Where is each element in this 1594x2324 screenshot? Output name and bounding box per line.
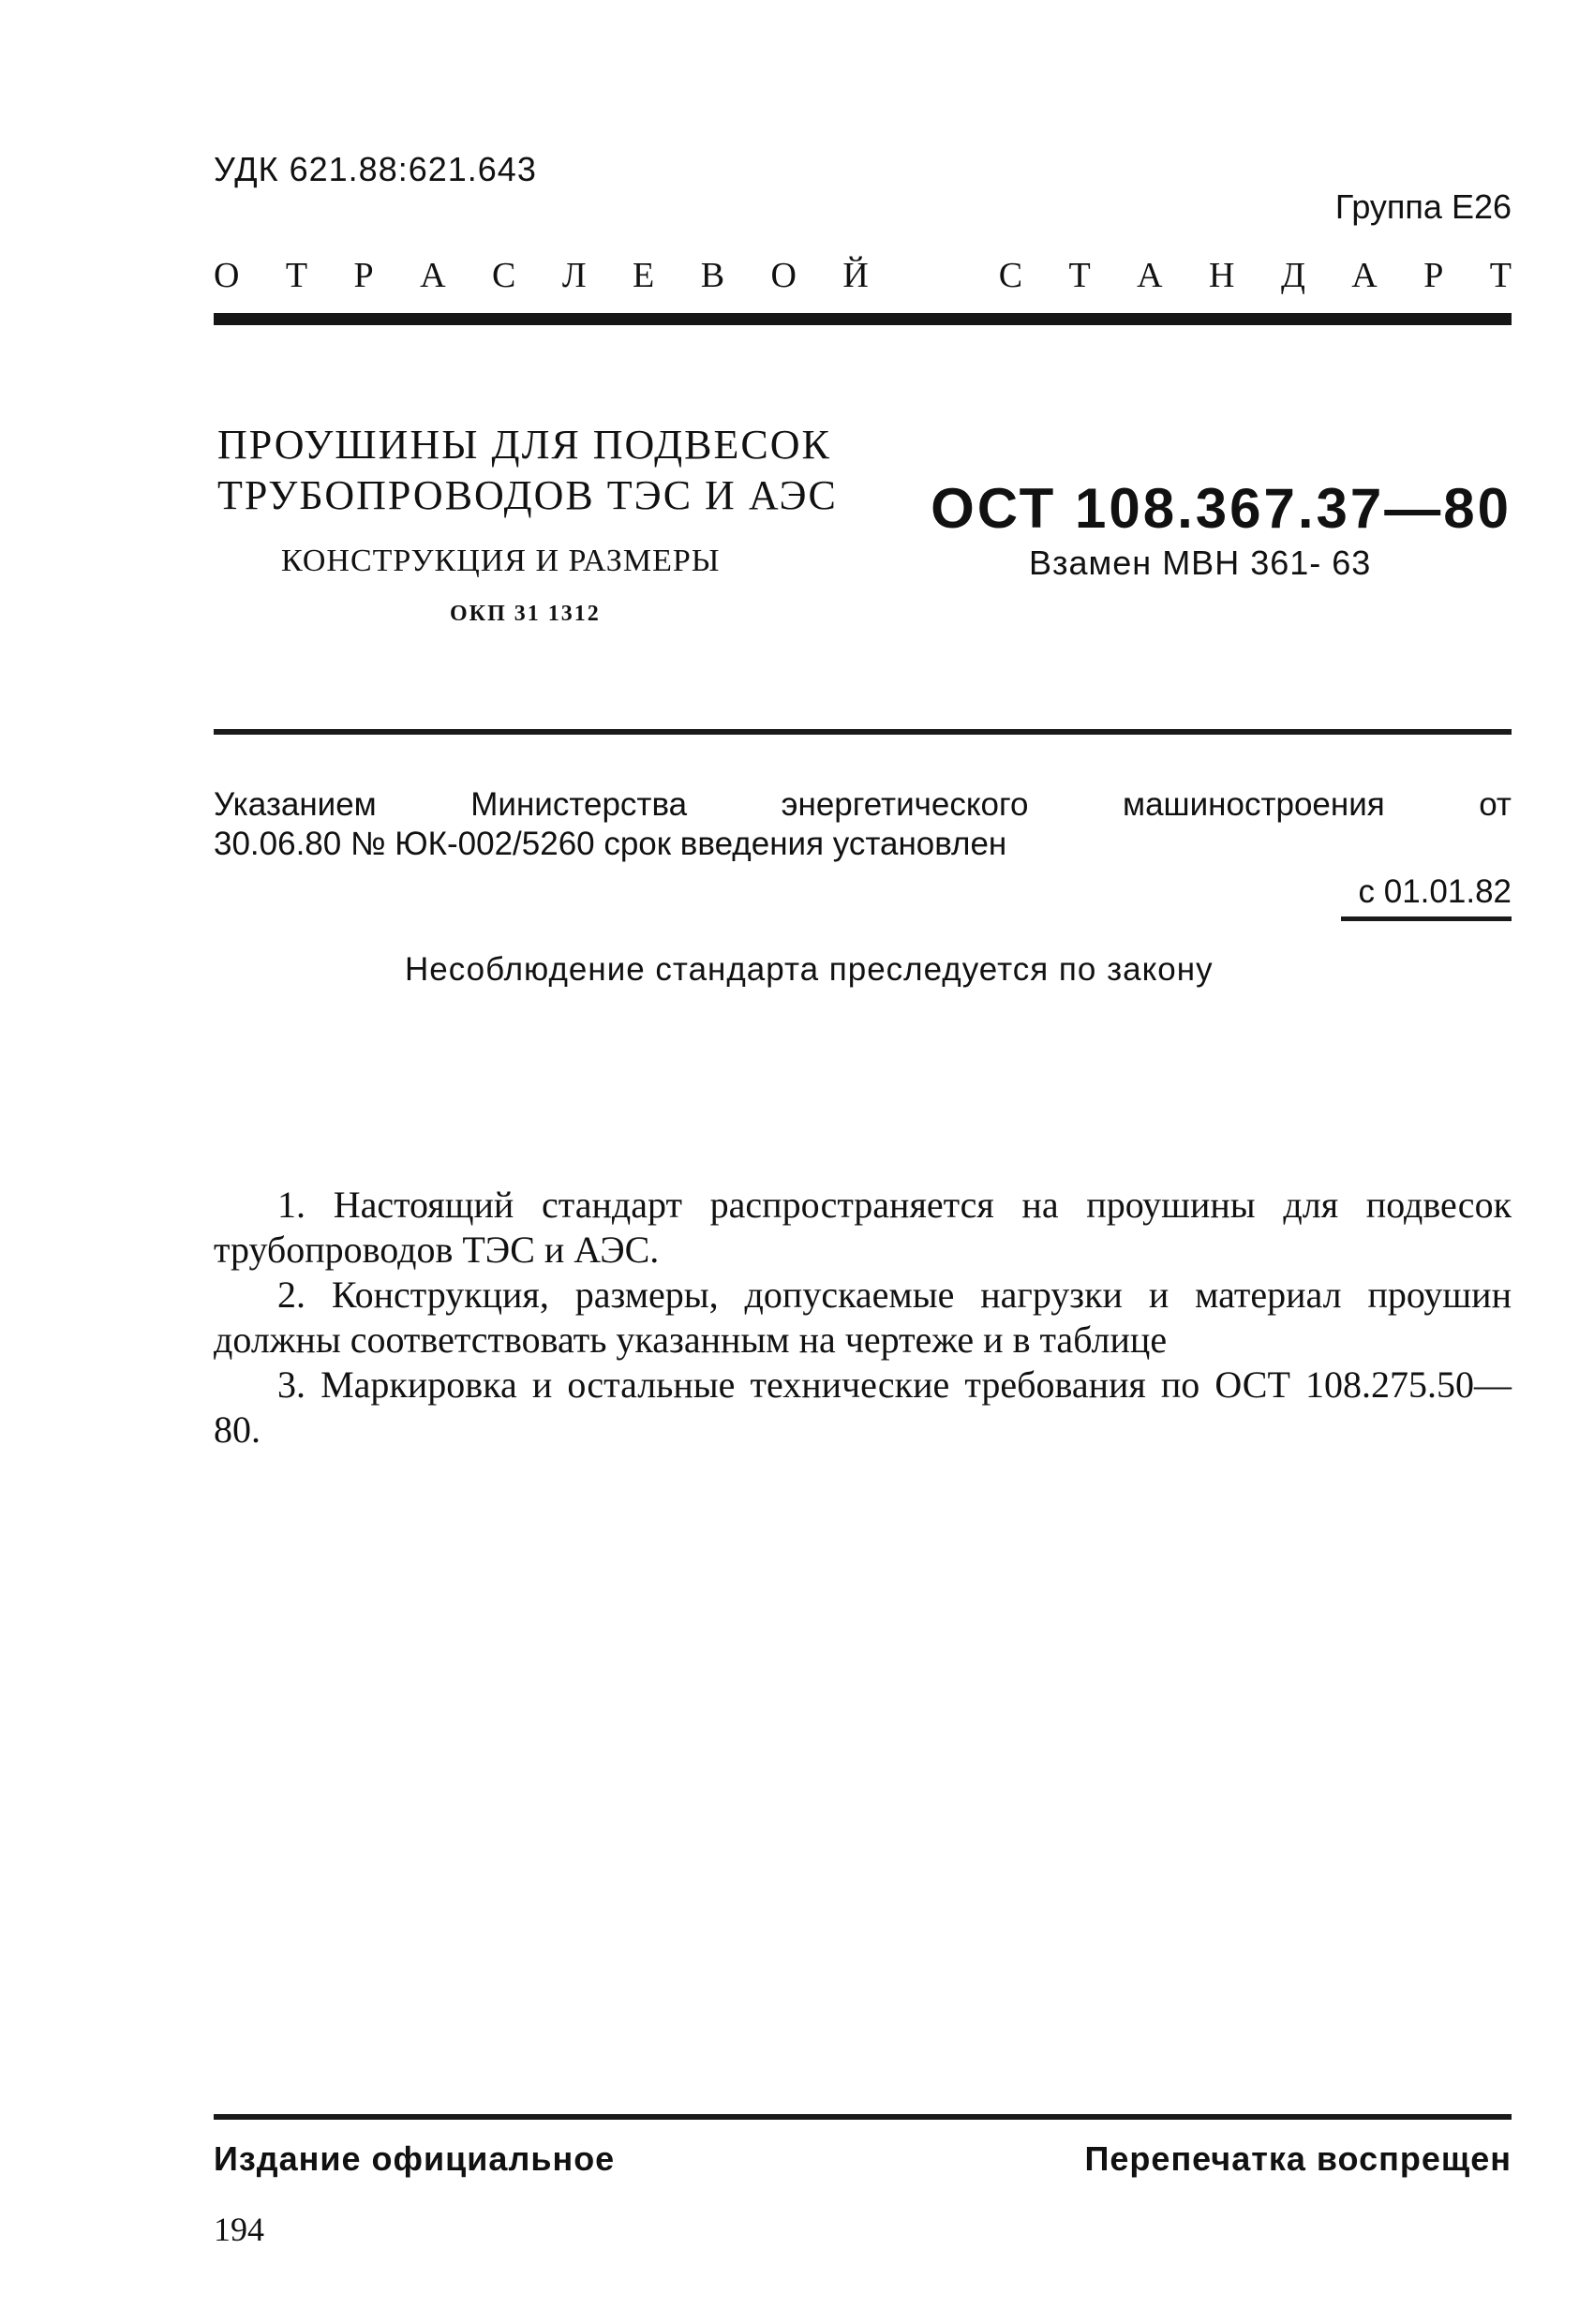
okp-code: ОКП 31 1312: [450, 602, 601, 626]
udk-code: УДК 621.88:621.643: [214, 150, 537, 188]
instruction-word: машиностроения: [1123, 786, 1385, 823]
instruction-block: [214, 785, 1526, 864]
instruction-word: от: [1479, 786, 1512, 823]
instruction-line: 30.06.80 № ЮК-002/5260 срок введения установлен: [214, 826, 1007, 862]
instruction-word: энергетического: [781, 786, 1029, 823]
heading-letter: А: [1137, 256, 1163, 295]
title-divider: [214, 729, 1512, 735]
edition-label: Издание официальное: [214, 2139, 616, 2178]
page-number: 194: [214, 2211, 264, 2248]
heading-letter: Т: [1489, 256, 1512, 295]
header-divider: [214, 313, 1512, 325]
ost-number: ОСТ 108.367.37—80: [931, 477, 1512, 540]
heading-letter: Д: [1280, 256, 1305, 295]
heading-letter: Т: [1068, 256, 1091, 295]
title-line: ТРУБОПРОВОДОВ ТЭС И АЭС: [217, 472, 838, 518]
instruction-word: Указанием: [214, 786, 377, 823]
heading-letter: Р: [1423, 256, 1444, 295]
heading-letter: С: [492, 256, 516, 295]
replaces-note: Взамен МВН 361- 63: [1029, 544, 1372, 582]
heading-letter: О: [770, 256, 797, 295]
heading-letter: Р: [353, 256, 374, 295]
heading-letter: Т: [285, 256, 308, 295]
heading-letter: О: [214, 256, 240, 295]
heading-letter: Й: [842, 256, 869, 295]
footer-divider: [214, 2114, 1512, 2120]
paragraph: 3. Маркировка и остальные технические требования по ОСТ 108.275.50—80.: [214, 1363, 1512, 1451]
group-code: Группа Е26: [1334, 187, 1512, 226]
reprint-notice: Перепечатка воспрещен: [1084, 2139, 1512, 2178]
paragraph: 1. Настоящий стандарт распространяется на проушины для подвесок трубопроводов ТЭС и АЭС.: [214, 1184, 1512, 1271]
heading-letter: Л: [561, 256, 587, 295]
body-text: [214, 1183, 1512, 1452]
heading-letter: А: [420, 256, 446, 295]
heading-letter: С: [998, 256, 1023, 295]
heading-letter: Н: [1209, 256, 1235, 295]
heading-word-gap: [915, 255, 952, 296]
legal-warning: Несоблюдение стандарта преследуется по закону: [405, 951, 1214, 988]
title-line: ПРОУШИНЫ ДЛЯ ПОДВЕСОК: [217, 422, 831, 468]
effective-date-underline: [1341, 916, 1512, 921]
heading-letter: Е: [633, 256, 655, 295]
document-subtitle: КОНСТРУКЦИЯ И РАЗМЕРЫ: [281, 544, 721, 578]
document-title: [217, 420, 838, 521]
heading-letter: А: [1351, 256, 1378, 295]
instruction-word: Министерства: [470, 786, 688, 823]
paragraph: 2. Конструкция, размеры, допускаемые нагрузки и материал проушин должны соответствовать указанным на чертеже и в таблице: [214, 1274, 1512, 1361]
heading-letter: В: [700, 256, 725, 295]
effective-date: с 01.01.82: [1358, 873, 1512, 910]
standard-type-heading: [214, 255, 1512, 296]
instruction-line: [214, 785, 1512, 825]
